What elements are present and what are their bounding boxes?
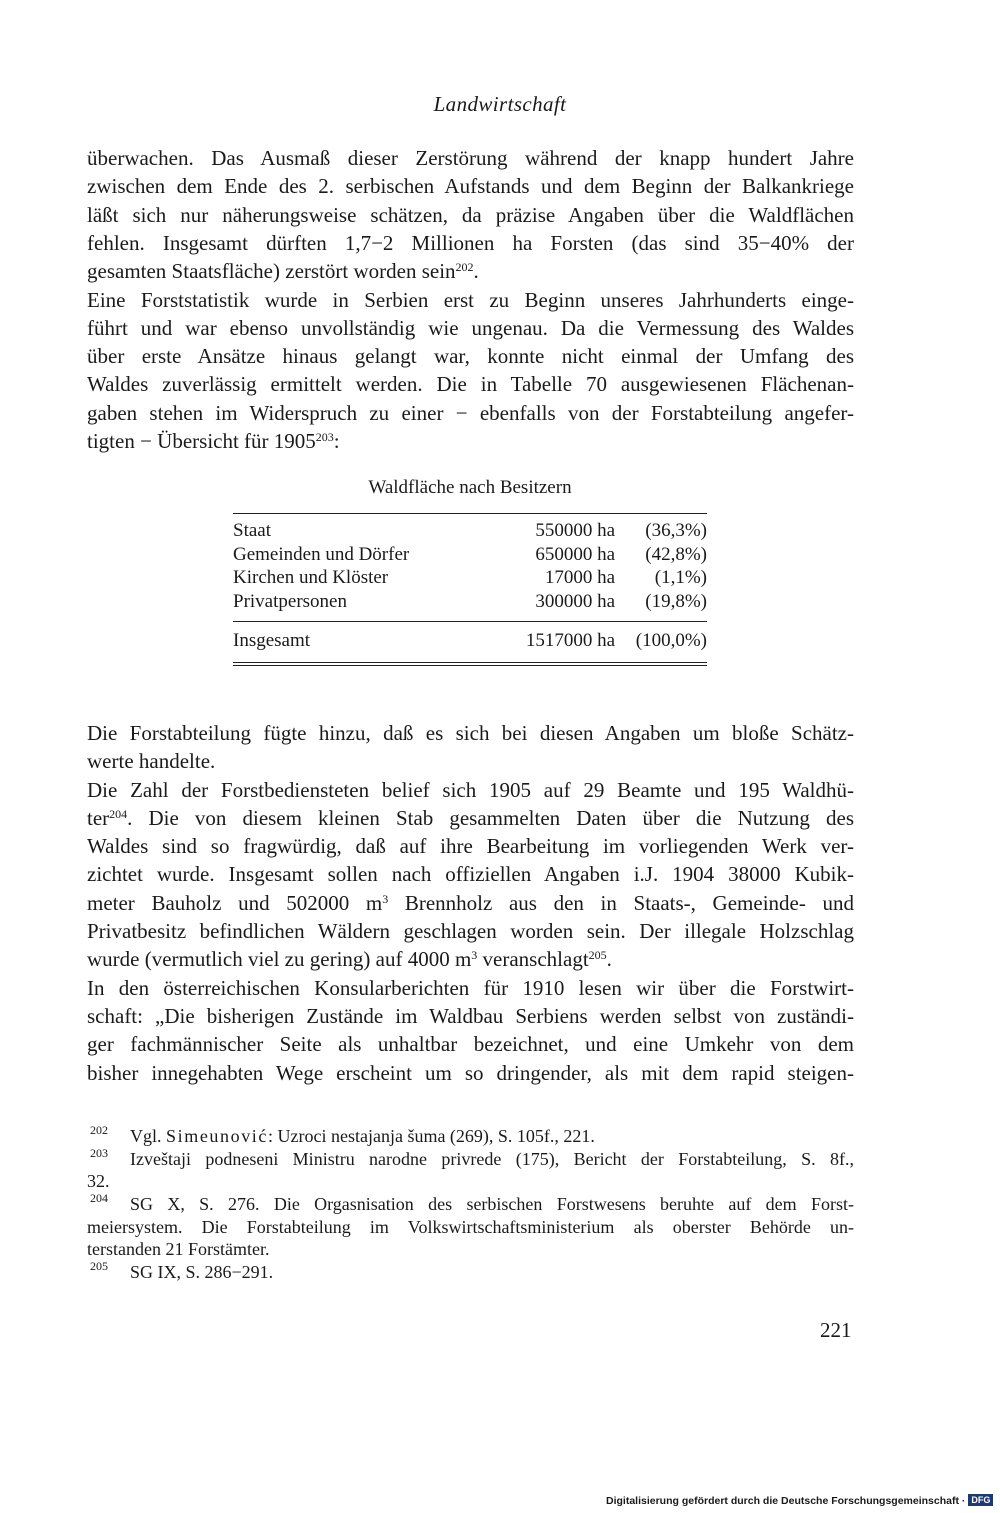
text-line: fehlen. Insgesamt dürften 1,7−2 Millionen ha Forsten (das sind 35−40% der [87, 230, 854, 255]
text-line: läßt sich nur näherungsweise schätzen, da präzise Angaben über die Waldflächen [87, 202, 854, 227]
page-number: 221 [820, 1318, 852, 1342]
row-label: Kirchen und Klöster [233, 567, 389, 588]
footnote-203 [87, 1145, 854, 1193]
footnote-ref: 202 [455, 260, 474, 275]
footnote-line: SG X, S. 276. Die Orgasnisation des serbischen Forstwesens beruhte auf dem Forst- [130, 1194, 854, 1215]
forest-area-table [233, 476, 707, 666]
text-line [87, 889, 854, 917]
footer-text: Digitalisierung gefördert durch die Deutsche Forschungsgemeinschaft · [606, 1495, 966, 1507]
text-line: führt und war ebenso unvollständig wie ungenau. Da die Vermessung des Waldes [87, 315, 854, 340]
table-bottom-rule-double [233, 665, 707, 666]
text-fragment: gesamten Staatsfläche) zerstört worden sein [87, 259, 456, 284]
footnote-number: 203 [90, 1145, 108, 1160]
footnote-205 [87, 1261, 854, 1284]
text-fragment: : [333, 428, 340, 453]
row-value: 300000 ha [535, 590, 615, 612]
paragraph-4 [87, 776, 854, 974]
row-label: Staat [233, 520, 271, 541]
row-value: 650000 ha [535, 543, 615, 565]
total-percent: (100,0%) [635, 630, 707, 651]
text-fragment: wurde (vermutlich viel zu gering) auf 4000 m [87, 947, 472, 972]
text-line [87, 257, 854, 285]
text-line [87, 427, 854, 455]
text-line: überwachen. Das Ausmaß dieser Zerstörung während der knapp hundert Jahre [87, 146, 854, 170]
text-line: zwischen dem Ende des 2. serbischen Aufstands und dem Beginn der Balkankriege [87, 174, 854, 199]
superscript: 3 [382, 891, 389, 906]
footnote-line: 32. [87, 1171, 110, 1192]
text-fragment: . Die von diesem kleinen Stab gesammelten Daten über die Nutzung des [127, 805, 854, 830]
footnote-line: meiersystem. Die Forstabteilung im Volkswirtschaftsministerium als oberster Behörde un- [87, 1216, 854, 1237]
text-line: werte handelte. [87, 749, 216, 774]
row-percent: (19,8%) [645, 590, 707, 612]
text-line: Waldes sind so fragwürdig, daß auf ihre Bearbeitung im vorliegenden Werk ver- [87, 834, 854, 859]
row-percent: (42,8%) [645, 543, 707, 565]
text-line: Die Forstabteilung fügte hinzu, daß es sich bei diesen Angaben um bloße Schätz- [87, 721, 854, 745]
footnote-line: SG IX, S. 286−291. [130, 1262, 274, 1283]
text-line [87, 804, 854, 832]
footnote-line [130, 1125, 854, 1148]
text-fragment: . [606, 947, 612, 972]
text-fragment: veranschlagt [477, 947, 589, 972]
table-row [233, 543, 707, 567]
text-fragment: . [473, 259, 479, 284]
footnote-number: 205 [90, 1259, 108, 1274]
footnotes [87, 1125, 854, 1284]
paragraph-1 [87, 144, 854, 285]
text-line: über erste Ansätze hinaus gelangt war, konnte nicht einmal der Umfang des [87, 344, 854, 369]
total-value: 1517000 ha [525, 630, 615, 651]
text-fragment: Vgl. [130, 1126, 166, 1146]
text-fragment: Brennholz aus den in Staats-, Gemeinde- und [388, 890, 854, 915]
text-line: Eine Forststatistik wurde in Serbien erst zu Beginn unseres Jahrhunderts einge- [87, 287, 854, 312]
table-caption: Waldfläche nach Besitzern [368, 477, 572, 498]
footnote-line: terstanden 21 Forstämter. [87, 1239, 270, 1260]
text-fragment: ter [87, 805, 110, 830]
text-line: Waldes zuverlässig ermittelt werden. Die in Tabelle 70 ausgewiesenen Flächenan- [87, 372, 854, 397]
row-value: 550000 ha [535, 520, 615, 541]
total-label: Insgesamt [233, 630, 311, 651]
author-name: Simeunović [166, 1126, 268, 1146]
footnote-line: Izveštaji podneseni Ministru narodne privrede (175), Bericht der Forstabteilung, S. 8f., [130, 1148, 854, 1169]
text-line: Die Zahl der Forstbediensteten belief sich 1905 auf 29 Beamte und 195 Waldhü- [87, 777, 854, 802]
text-fragment: meter Bauholz und 502000 m [87, 890, 383, 915]
text-line: bisher innegehabten Wege erscheint um so dringender, als mit dem rapid steigen- [87, 1060, 854, 1085]
footnote-number: 202 [90, 1123, 108, 1137]
row-percent: (36,3%) [645, 520, 707, 541]
table-row [233, 566, 707, 590]
footnote-ref: 203 [315, 429, 334, 444]
text-line: In den österreichischen Konsularberichten für 1910 lesen wir über die Forstwirt- [87, 975, 854, 1000]
superscript: 3 [471, 948, 478, 963]
text-line: ger fachmännischer Seite als unhaltbar bezeichnet, und eine Umkehr von dem [87, 1032, 854, 1057]
dfg-footer [606, 1494, 993, 1507]
row-label: Privatpersonen [233, 590, 347, 612]
paragraph-5 [87, 974, 854, 1087]
table-bottom-rule [233, 662, 707, 663]
row-value: 17000 ha [544, 567, 615, 588]
table-row [233, 519, 707, 543]
row-label: Gemeinden und Dörfer [233, 543, 410, 565]
footnote-204 [87, 1193, 854, 1261]
text-line: schaft: „Die bisherigen Zustände im Waldbau Serbiens werden selbst von zuständi- [87, 1003, 854, 1028]
text-fragment: : Uzroci nestajanja šuma (269), S. 105f., 221. [268, 1126, 595, 1146]
row-percent: (1,1%) [654, 567, 707, 588]
paragraph-2 [87, 286, 854, 456]
footnote-number: 204 [90, 1191, 108, 1206]
text-line: zichtet wurde. Insgesamt sollen nach offiziellen Angaben i.J. 1904 38000 Kubik- [87, 862, 854, 887]
text-line: Privatbesitz befindlichen Wäldern geschlagen worden sein. Der illegale Holzschlag [87, 919, 854, 944]
table-total-row [233, 629, 707, 653]
footnote-202 [87, 1125, 854, 1148]
footnote-ref: 205 [588, 948, 607, 963]
paragraph-3 [87, 719, 854, 776]
dfg-logo-icon: DFG [968, 1494, 993, 1506]
text-line [87, 945, 854, 973]
text-line: gaben stehen im Widerspruch zu einer − ebenfalls von der Forstabteilung angefer- [87, 400, 854, 425]
text-fragment: tigten − Übersicht für 1905 [87, 428, 316, 453]
running-header: Landwirtschaft [433, 92, 567, 116]
footnote-ref: 204 [109, 806, 128, 821]
table-row [233, 590, 707, 614]
